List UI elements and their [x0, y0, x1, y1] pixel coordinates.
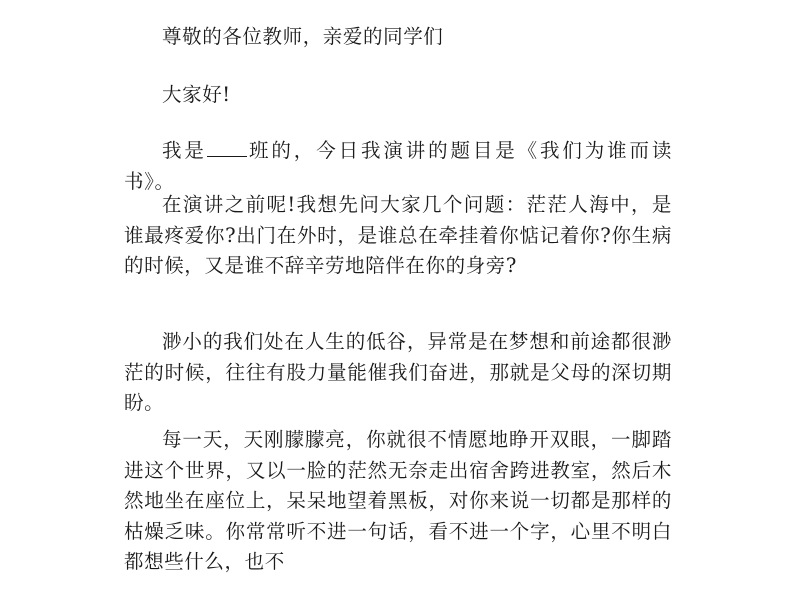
salutation-line: 尊敬的各位教师，亲爱的同学们 — [162, 25, 444, 48]
greeting-line: 大家好! — [162, 83, 231, 106]
everyday-paragraph: 每一天，天刚朦朦亮，你就很不情愿地睁开双眼，一脚踏进这个世界，又以一脸的茫然无奈走出宿舍跨进教室，然后木然地坐在座位上，呆呆地望着黑板，对你来说一切都是那样的枯燥乏味。你常常听不进一句话，看不进一个字，心里不明白都想些什么，也不 — [124, 428, 672, 573]
intro-line — [124, 136, 672, 197]
parents-paragraph: 渺小的我们处在人生的低谷，异常是在梦想和前途都很渺茫的时候，往往有股力量能催我们奋进，那就是父母的深切期盼。 — [124, 330, 672, 414]
questions-paragraph: 在演讲之前呢!我想先问大家几个问题：茫茫人海中，是谁最疼爱你?出门在外时，是谁总在牵挂着你惦记着你?你生病的时候，又是谁不辞辛劳地陪伴在你的身旁? — [124, 193, 672, 277]
class-name-blank — [207, 138, 247, 157]
intro-before-blank: 我是 — [162, 139, 207, 162]
intro-after-blank: 班的，今日我演讲的题目是《我们为谁而读书》。 — [124, 139, 672, 193]
